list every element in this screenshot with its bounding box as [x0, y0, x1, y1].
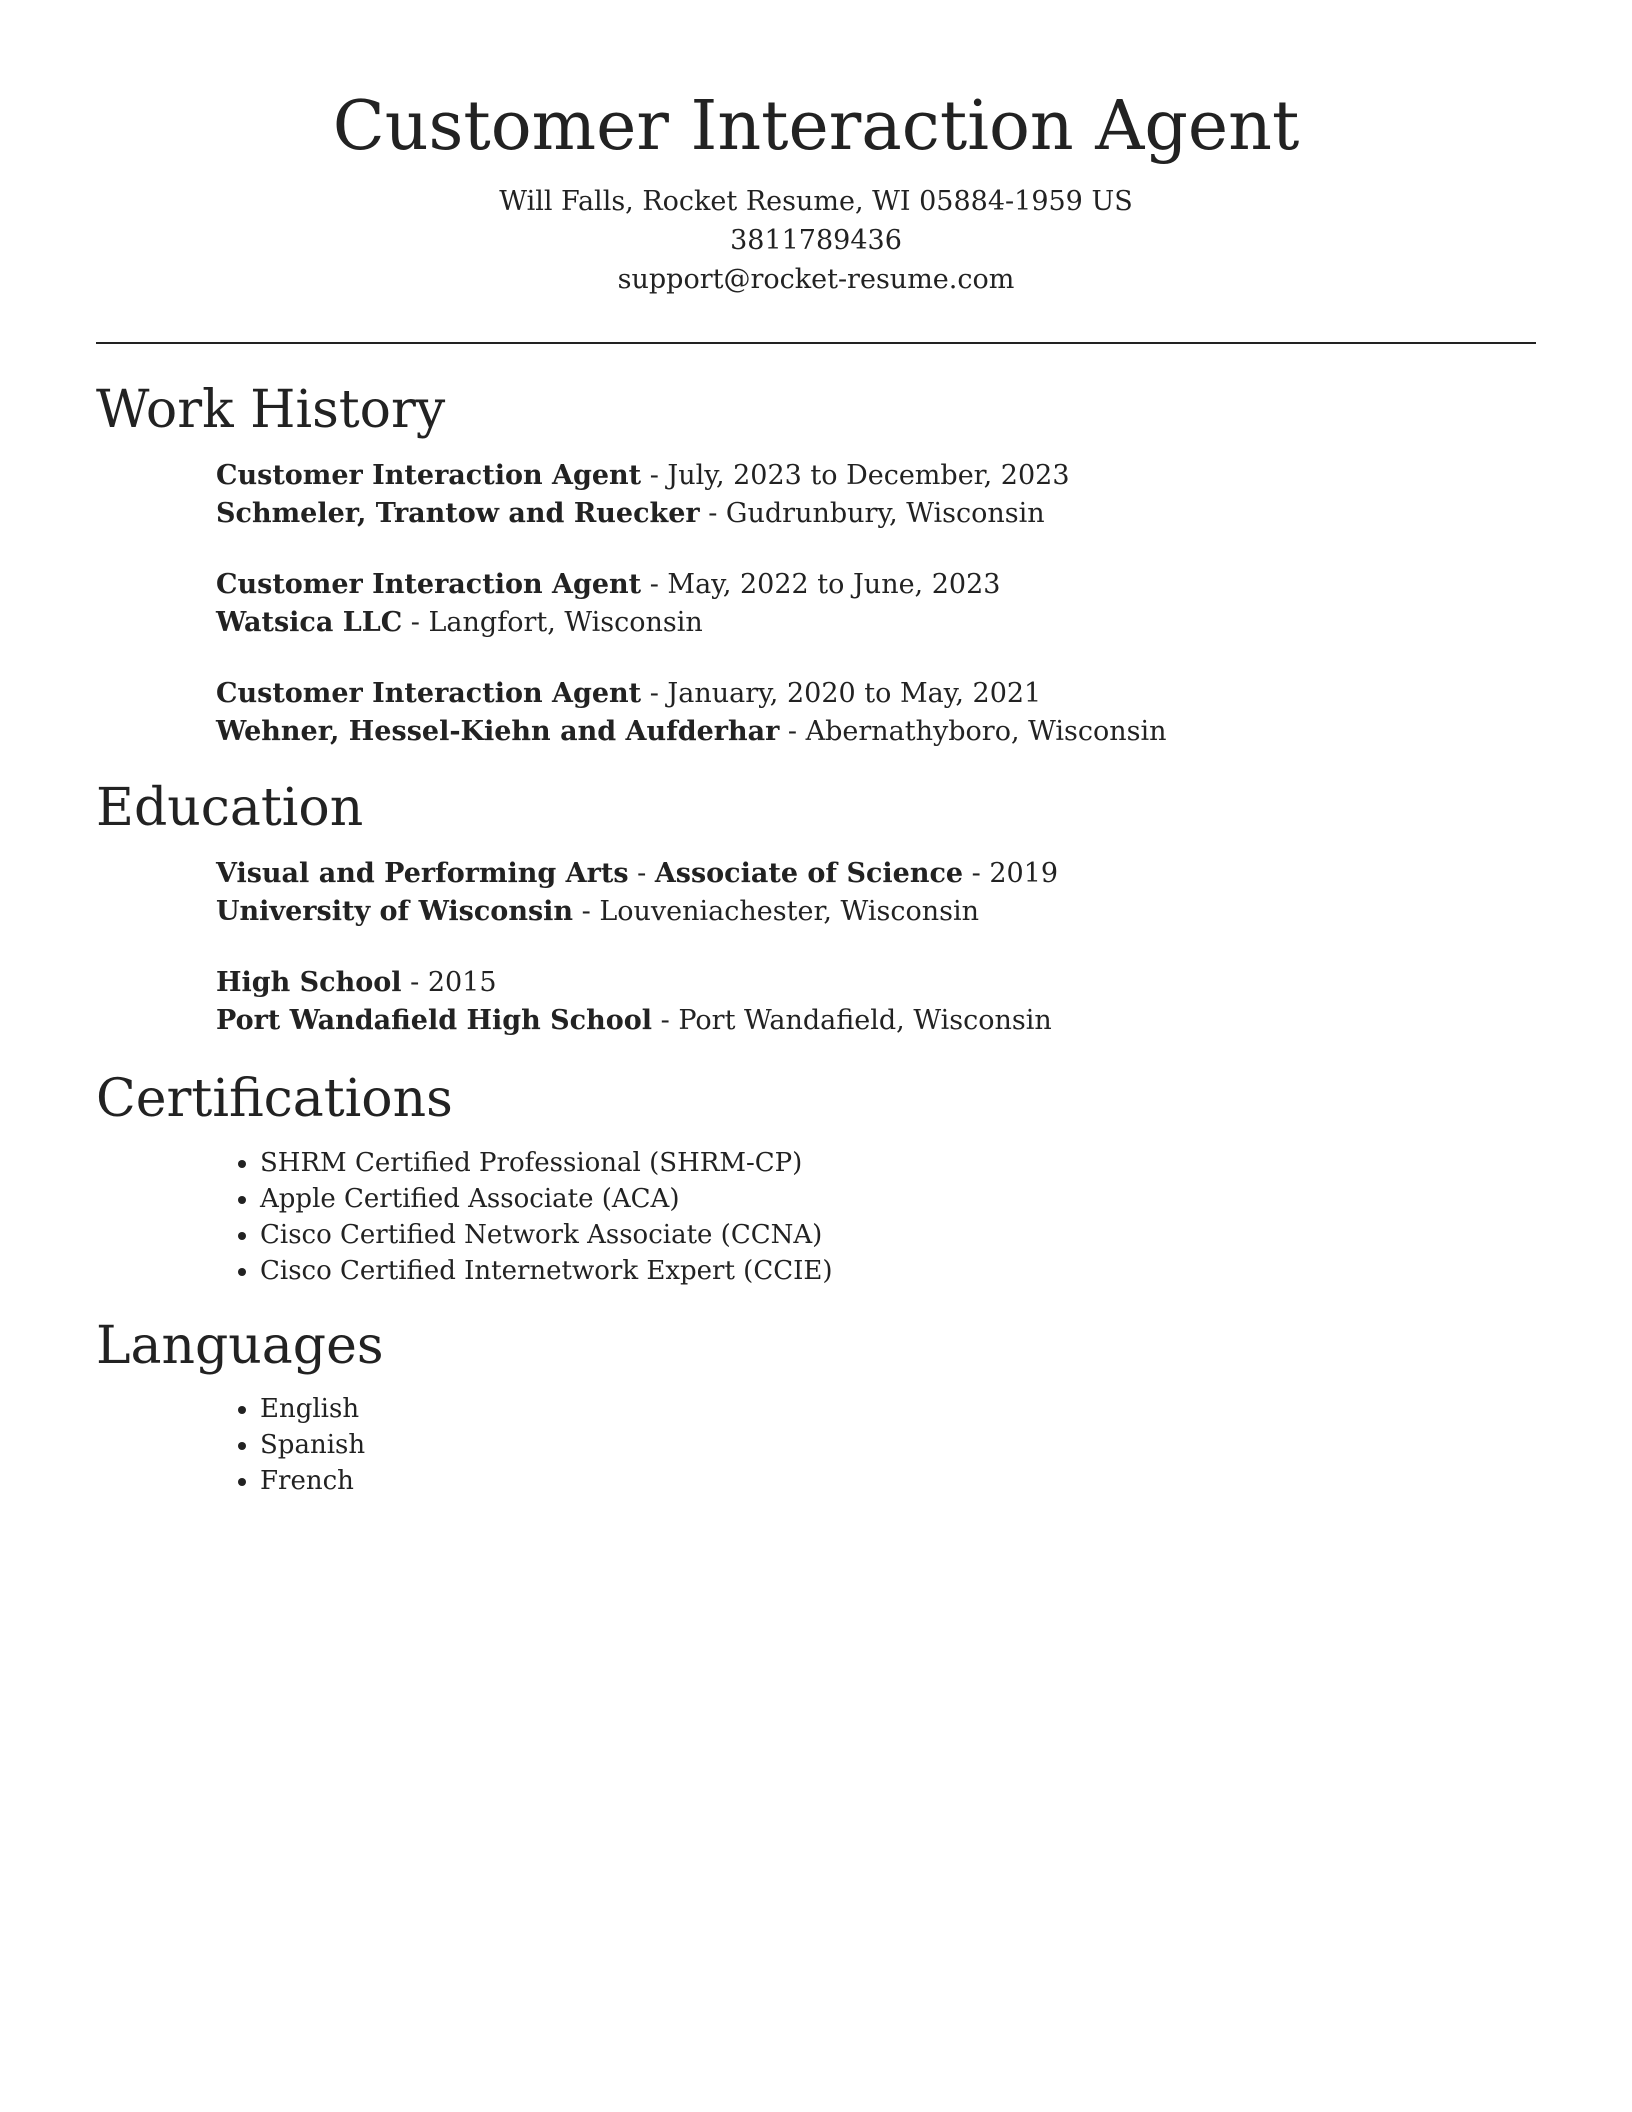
field-of-study: Visual and Performing Arts: [216, 858, 629, 889]
resume-header: [96, 82, 1536, 299]
degree: Associate of Science: [654, 858, 964, 889]
field-of-study: High School: [216, 967, 402, 998]
separator: -: [779, 716, 806, 747]
separator: -: [963, 858, 990, 889]
employer-location: Langfort, Wisconsin: [428, 607, 703, 638]
list-item: • English: [260, 1391, 365, 1427]
school-location: Louveniachester, Wisconsin: [599, 896, 979, 927]
separator: -: [401, 967, 428, 998]
section-title-languages: Languages: [96, 1316, 384, 1376]
education-entry: [216, 855, 1058, 931]
languages-list: [216, 1391, 365, 1499]
certifications-list: [216, 1145, 833, 1289]
employer-name: Wehner, Hessel-Kiehn and Aufderhar: [216, 716, 780, 747]
email-address: support@rocket-resume.com: [617, 264, 1015, 295]
separator: -: [652, 1005, 679, 1036]
employer-location: Abernathyboro, Wisconsin: [805, 716, 1167, 747]
job-title: Customer Interaction Agent: [216, 569, 642, 600]
candidate-name: Customer Interaction Agent: [332, 87, 1300, 166]
section-title-work-history: Work History: [96, 380, 446, 440]
list-item: • Cisco Certified Network Associate (CCNA): [260, 1217, 833, 1253]
list-item: • Spanish: [260, 1427, 365, 1463]
separator: -: [641, 569, 668, 600]
separator: -: [573, 896, 600, 927]
job-dates: May, 2022 to June, 2023: [667, 569, 1001, 600]
separator: -: [641, 460, 668, 491]
school-name: Port Wandafield High School: [216, 1005, 653, 1036]
section-title-education: Education: [96, 778, 364, 838]
separator: -: [628, 858, 655, 889]
job-dates: July, 2023 to December, 2023: [667, 460, 1070, 491]
separator: -: [699, 498, 726, 529]
address: Will Falls, Rocket Resume, WI 05884-1959 US: [499, 186, 1133, 217]
work-entry: [216, 566, 1000, 642]
separator: -: [402, 607, 429, 638]
list-item: • Cisco Certified Internetwork Expert (CCIE): [260, 1253, 833, 1289]
separator: -: [641, 678, 668, 709]
work-entry: [216, 457, 1070, 533]
school-name: University of Wisconsin: [216, 896, 574, 927]
employer-name: Schmeler, Trantow and Ruecker: [216, 498, 700, 529]
graduation-year: 2015: [427, 967, 497, 998]
phone-number: 3811789436: [730, 225, 902, 256]
education-entry: [216, 964, 1052, 1040]
work-entry: [216, 675, 1167, 751]
section-title-certifications: Certifications: [96, 1069, 453, 1129]
list-item: • Apple Certified Associate (ACA): [260, 1181, 833, 1217]
job-title: Customer Interaction Agent: [216, 460, 642, 491]
list-item: • SHRM Certified Professional (SHRM-CP): [260, 1145, 833, 1181]
school-location: Port Wandafield, Wisconsin: [678, 1005, 1052, 1036]
job-dates: January, 2020 to May, 2021: [667, 678, 1042, 709]
header-divider: [96, 342, 1536, 344]
employer-name: Watsica LLC: [216, 607, 403, 638]
job-title: Customer Interaction Agent: [216, 678, 642, 709]
employer-location: Gudrunbury, Wisconsin: [725, 498, 1045, 529]
list-item: • French: [260, 1463, 365, 1499]
contact-info: [96, 182, 1536, 299]
graduation-year: 2019: [989, 858, 1059, 889]
